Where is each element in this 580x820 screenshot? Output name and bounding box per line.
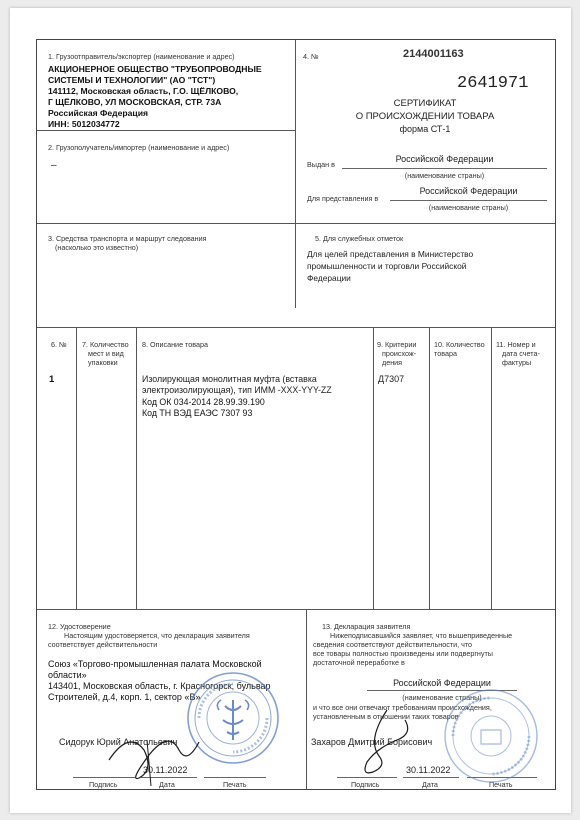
box12-label: 12. Удостоверение [48, 622, 111, 631]
box5-label: 5. Для служебных отметок [315, 234, 404, 243]
divider-col10 [429, 327, 430, 609]
box13-text-2: сведения соответствуют действительности, что [313, 640, 473, 649]
consignee-value: – [51, 160, 57, 171]
col7-header-2: мест и вид [88, 349, 124, 358]
box12-caption-date: Дата [159, 780, 175, 789]
box13-text-3: все товары полностью произведены или подвергнуты [313, 649, 493, 658]
chamber-address-2: Строителей, д.4, корп. 1, сектор «В» [48, 692, 201, 702]
box3-sublabel: (насколько это известно) [55, 243, 139, 252]
certificate-form: форма СТ-1 [399, 124, 451, 134]
box12-signer: Сидорук Юрий Анатольевич [59, 737, 178, 747]
col11-header-1: 11. Номер и [496, 340, 536, 349]
box12-text-1: Настоящим удостоверяется, что декларация заявителя [64, 631, 250, 640]
divider-col11 [491, 327, 492, 609]
form-frame [36, 39, 556, 790]
box13-country-caption: (наименование страны) [402, 693, 482, 702]
col7-header-1: 7. Количество [82, 340, 129, 349]
shipper-line-1: АКЦИОНЕРНОЕ ОБЩЕСТВО "ТРУБОПРОВОДНЫЕ [48, 64, 262, 74]
certificate-sheet [10, 8, 571, 813]
box4-label: 4. № [303, 52, 319, 61]
box12-seal-line [204, 777, 266, 778]
divider-h-table [37, 327, 555, 328]
box12-caption-seal: Печать [223, 780, 247, 789]
present-label: Для представления в [307, 194, 379, 203]
origin-criterion: Д7307 [378, 374, 405, 384]
col6-header: 6. № [51, 340, 67, 349]
applicant-signature-icon [337, 700, 427, 790]
issued-label: Выдан в [307, 160, 335, 169]
box1-label: 1. Грузоотправитель/экспортер (наименование и адрес) [48, 52, 235, 61]
remarks-line-1: Для целей представления в Министерство [307, 249, 474, 259]
col9-header-3: дения [382, 358, 403, 367]
goods-desc-1: Изолирующая монолитная муфта (вставка [142, 374, 317, 384]
box13-caption-date: Дата [422, 780, 438, 789]
box13-text-1: Нижеподписавшийся заявляет, что вышеприведенные [330, 631, 513, 640]
goods-code-tnved: Код ТН ВЭД ЕАЭС 7307 93 [142, 408, 253, 418]
chamber-name-1: Союз «Торгово-промышленная палата Московской [48, 659, 262, 669]
box12-text-2: соответствует действительности [48, 640, 158, 649]
issued-country: Российской Федерации [395, 154, 494, 164]
box3-label: 3. Средства транспорта и маршрут следования [48, 234, 207, 243]
box13-label: 13. Декларация заявителя [322, 622, 411, 631]
divider-h-row2 [37, 223, 555, 224]
box12-date: 30.11.2022 [143, 765, 188, 775]
col7-header-3: упаковки [88, 358, 118, 367]
col10-header: 10. Количество товара [434, 340, 485, 358]
shipper-line-2: СИСТЕМЫ И ТЕХНОЛОГИИ" (АО "ТСТ") [48, 75, 216, 85]
col11-header-3: фактуры [502, 358, 532, 367]
remarks-line-2: промышленности и торговли Российской [307, 261, 467, 271]
goods-code-ok: Код ОК 034-2014 28.99.39.190 [142, 397, 265, 407]
divider-v-bottom [306, 609, 307, 789]
remarks-line-3: Федерации [307, 273, 351, 283]
present-country: Российской Федерации [419, 186, 518, 196]
box13-date: 30.11.2022 [406, 765, 451, 775]
divider-col7 [76, 327, 77, 609]
box13-text-6: установленным в отношении таких товаров [313, 712, 459, 721]
shipper-line-3: 141112, Московская область, Г.О. ЩЁЛКОВО, [48, 86, 239, 96]
row-number: 1 [49, 374, 55, 385]
box2-label: 2. Грузополучатель/импортер (наименование и адрес) [48, 143, 230, 152]
certificate-title-2: О ПРОИСХОЖДЕНИИ ТОВАРА [355, 111, 495, 122]
shipper-country: Российская Федерация [48, 108, 148, 118]
box12-caption-sign: Подпись [89, 780, 118, 789]
chamber-name-2: области» [48, 670, 87, 680]
present-caption: (наименование страны) [428, 203, 509, 212]
divider-col8 [136, 327, 137, 609]
box13-signer: Захаров Дмитрий Борисович [311, 737, 433, 747]
present-underline [390, 200, 547, 201]
company-seal-icon [441, 686, 541, 786]
divider-col9 [373, 327, 374, 609]
divider-v-top [295, 40, 296, 308]
certificate-title-1: СЕРТИФИКАТ [393, 98, 457, 109]
shipper-inn: ИНН: 5012034772 [48, 119, 120, 129]
certificate-number: 2144001163 [403, 48, 464, 60]
col11-header-2: дата счета- [502, 349, 540, 358]
box13-caption-sign: Подпись [351, 780, 380, 789]
shipper-line-4: Г ЩЁЛКОВО, УЛ МОСКОВСКАЯ, СТР. 73А [48, 97, 222, 107]
goods-desc-2: электроизолирующая), тип ИММ -XXX-YYY-ZZ [142, 385, 332, 395]
col8-header: 8. Описание товара [142, 340, 208, 349]
issued-caption: (наименование страны) [404, 171, 485, 180]
col9-header-2: происхож- [382, 349, 417, 358]
divider-h-bottom [37, 609, 555, 610]
chamber-signature-icon [99, 720, 209, 790]
chamber-address-1: 143401, Московская область, г. Красногорск, бульвар [48, 681, 271, 691]
box13-text-5: и что все они отвечают требованиям происхождения, [313, 703, 492, 712]
box13-caption-seal: Печать [489, 780, 513, 789]
box13-country: Российской Федерации [393, 678, 491, 688]
divider-h-box1 [37, 130, 295, 131]
issued-underline [342, 168, 547, 169]
box13-text-4: достаточной переработке в [313, 658, 405, 667]
certificate-serial: 2641971 [457, 74, 529, 93]
col9-header-1: 9. Критерии [377, 340, 417, 349]
